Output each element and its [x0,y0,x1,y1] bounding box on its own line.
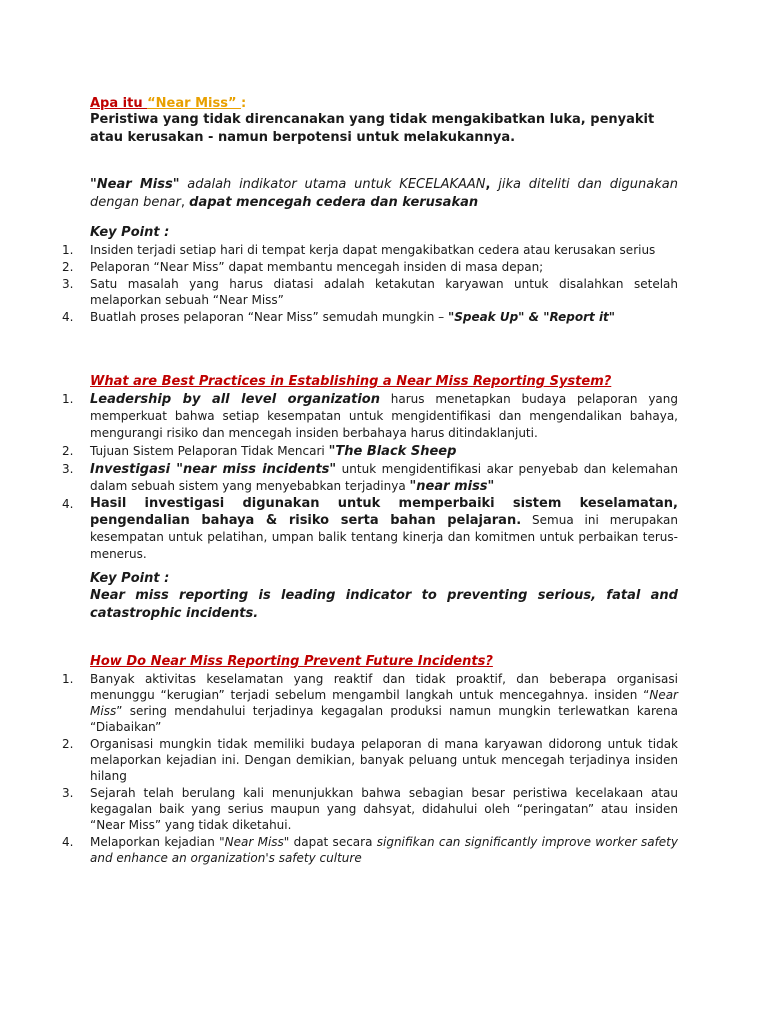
black-sheep: "The Black Sheep [328,444,457,459]
item-text-plain: ” sering mendahului terjadinya kegagalan produksi namun mungkin terlewatkan karena “Diabaikan” [90,704,678,734]
item-number: 2. [62,260,74,274]
heading-prefix: Apa itu [90,96,148,111]
item-text-italic: signifikan can significantly improve worker safety and enhance an organization's safety culture [90,835,678,865]
item-text-plain: untuk mengidentifikasi akar penyebab dan kelemahan dalam sebuah sistem yang menyebabkan terjadinya [90,462,678,493]
list-item [0,461,678,495]
indicator-paragraph [90,176,678,212]
indicator-comma2: , [180,195,190,210]
item-text-plain: Melaporkan kejadian [90,835,220,849]
list-item [0,259,678,275]
indicator-comma: , [485,177,491,192]
item-lead: Leadership by all level organization [90,392,380,407]
list-item [0,276,678,308]
item-number: 1. [62,392,74,406]
keypoint1-list [0,242,678,326]
item-number: 4. [62,497,74,511]
item-text-plain: Banyak aktivitas keselamatan yang reaktif dan tidak proaktif, dan beberapa organisasi menunggu “kerugian” terjadi sebelum mengambil langkah untuk mencegahnya. insiden “ [90,672,678,702]
keypoint2-text: Near miss reporting is leading indicator to preventing serious, fatal and catastrophic incidents. [90,588,678,621]
list-item [0,496,678,563]
keypoint2-label: Key Point : [90,571,170,586]
prevent-incidents-title: How Do Near Miss Reporting Prevent Future Incidents? [90,654,493,669]
item-lead: Hasil investigasi digunakan untuk memperbaiki sistem keselamatan, pengendalian bahaya & risiko serta bahan pelajaran. [90,496,678,528]
item-text [90,461,678,495]
best-practices-title: What are Best Practices in Establishing a Near Miss Reporting System? [90,374,612,389]
item-number: 1. [62,243,74,257]
list-item [0,785,678,833]
near-miss-term: Near Miss [90,688,678,718]
prevent-incidents-list [0,671,678,867]
item-text: Satu masalah yang harus diatasi adalah ketakutan karyawan untuk disalahkan setelah melaporkan sebuah “Near Miss” [90,277,678,307]
intro-heading [90,96,246,111]
list-item [0,309,678,325]
indicator-end: dapat mencegah cedera dan kerusakan [189,195,479,210]
list-item [0,242,678,258]
heading-term: “Near Miss” [147,96,242,111]
item-number: 3. [62,462,74,476]
item-text-plain: harus menetapkan budaya pelaporan yang memperkuat bahwa setiap kesempatan untuk mengidentifikasi dan mengendalikan bahaya, mengurangi risiko dan mencegah insiden berbahaya harus ditindaklanjuti. [90,392,679,440]
item-text [90,671,678,735]
item-lead: Investigasi "near miss incidents" [90,462,337,477]
list-item [0,834,678,866]
item-text [90,834,678,866]
item-number: 4. [62,310,74,324]
near-miss-term: "Near Miss" [219,835,290,849]
near-miss-definition: Peristiwa yang tidak direncanakan yang tidak mengakibatkan luka, penyakit atau kerusakan - namun berpotensi untuk melakukannya. [90,112,655,145]
item-number: 3. [62,277,74,291]
indicator-term: "Near Miss" [90,177,180,192]
item-number: 3. [62,786,74,800]
item-text: Insiden terjadi setiap hari di tempat kerja dapat mengakibatkan cedera atau kerusakan serius [90,243,656,257]
item-text: Sejarah telah berulang kali menunjukkan bahwa sebagian besar peristiwa kecelakaan atau kegagalan baik yang serius maupun yang dahsyat, didahului oleh “peringatan” atau insiden “Near Miss” yang tidak diketahui. [90,786,678,832]
item-text-plain: Tujuan Sistem Pelaporan Tidak Mencari [90,444,329,458]
item-number: 4. [62,835,74,849]
item-text-plain: Buatlah proses pelaporan “Near Miss” semudah mungkin – [90,310,448,324]
indicator-italic: jika diteliti dan digunakan dengan benar [90,177,678,210]
heading-suffix: : [241,96,247,111]
item-number: 1. [62,672,74,686]
keypoint1-label: Key Point : [90,225,170,240]
item-text [90,391,678,442]
item-text: Pelaporan “Near Miss” dapat membantu mencegah insiden di masa depan; [90,260,544,274]
list-item [0,391,678,442]
item-text [90,496,678,563]
speak-up-report-it: "Speak Up" & "Report it" [447,310,616,324]
item-number: 2. [62,737,74,751]
item-text-plain: dapat secara [289,835,377,849]
list-item [0,443,678,460]
list-item [0,736,678,784]
item-text: Organisasi mungkin tidak memiliki budaya pelaporan di mana karyawan didorong untuk tidak melaporkan kejadian ini. Dengan demikian, banyak peluang untuk mencegah terjadinya insiden hilang [90,737,678,783]
list-item [0,671,678,735]
item-text-plain: Semua ini merupakan kesempatan untuk pelatihan, umpan balik tentang kinerja dan komitmen untuk perbaikan terus-menerus. [90,513,678,561]
indicator-mid: adalah indikator utama untuk KECELAKAAN [179,177,486,192]
item-text [90,443,678,460]
item-text [90,309,678,325]
best-practices-list [0,391,678,564]
item-number: 2. [62,444,74,458]
near-miss-term: "near miss" [409,479,495,494]
